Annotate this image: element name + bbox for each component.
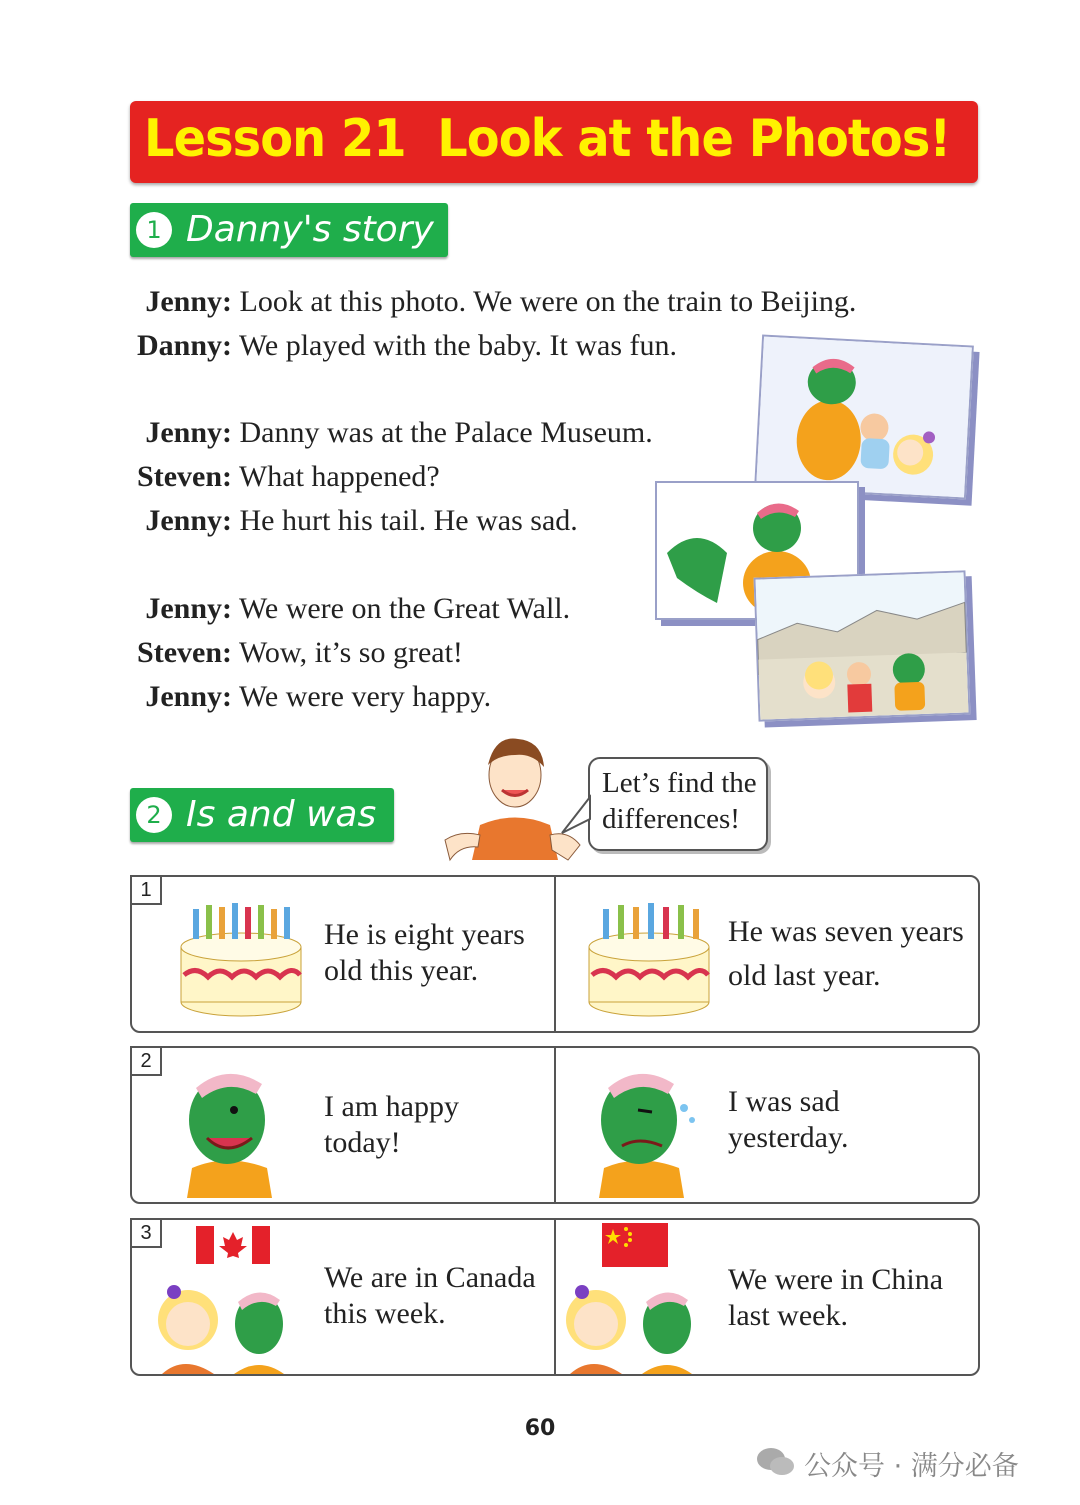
speaker: Jenny:	[145, 592, 232, 625]
right-line-1: I was sad	[728, 1085, 840, 1118]
row-divider	[554, 1048, 556, 1202]
line-text: He hurt his tail. He was sad.	[239, 504, 578, 537]
section-1-label: Danny's story	[186, 209, 434, 250]
lesson-title-bar	[130, 101, 978, 183]
right-line-1: He was seven years	[728, 915, 964, 948]
row-index: 1	[130, 875, 162, 905]
happy-dinosaur-illustration	[172, 1058, 282, 1198]
line-text: Look at this photo. We were on the train to Beijing.	[239, 285, 857, 318]
row-divider	[554, 877, 556, 1031]
section-2-number: 2	[136, 797, 172, 833]
speaker: Jenny:	[145, 504, 232, 537]
line-text: Wow, it’s so great!	[238, 636, 463, 669]
jenny-and-danny-illustration	[154, 1264, 294, 1374]
bubble-tail	[560, 795, 594, 835]
line-text: What happened?	[238, 460, 440, 493]
wechat-icon	[756, 1446, 796, 1478]
comparison-row-2	[130, 1046, 980, 1204]
right-line-2: yesterday.	[728, 1121, 849, 1154]
speech-bubble	[588, 757, 768, 851]
comparison-row-1	[130, 875, 980, 1033]
dinosaur-with-baby-illustration	[756, 337, 972, 498]
section-1-tag	[130, 203, 448, 257]
left-line-2: old this year.	[324, 954, 479, 987]
speaker: Jenny:	[145, 285, 232, 318]
line-text: We played with the baby. It was fun.	[238, 329, 677, 362]
lesson-title: Lesson 21 Look at the Photos!	[144, 109, 951, 169]
great-wall-illustration	[756, 572, 969, 719]
bubble-line-2: differences!	[602, 803, 740, 835]
section-1-number: 1	[136, 212, 172, 248]
left-line-1: We are in Canada	[324, 1261, 536, 1294]
speaker: Steven:	[137, 636, 232, 669]
sad-dinosaur-crying-illustration	[584, 1058, 704, 1198]
comparison-row-3	[130, 1218, 980, 1376]
photo-great-wall	[754, 570, 971, 721]
speaker: Danny:	[136, 329, 232, 362]
left-line-1: I am happy	[324, 1090, 459, 1123]
line-text: Danny was at the Palace Museum.	[239, 416, 653, 449]
jenny-and-danny-illustration	[562, 1264, 702, 1374]
speaker: Jenny:	[145, 416, 232, 449]
row-index: 2	[130, 1046, 162, 1076]
right-line-1: We were in China	[728, 1263, 944, 1296]
right-line-2: last week.	[728, 1299, 848, 1332]
page-number: 60	[524, 1416, 556, 1441]
canada-flag-icon	[196, 1226, 270, 1266]
left-line-2: today!	[324, 1126, 401, 1159]
bubble-line-1: Let’s find the	[602, 767, 757, 799]
line-text: We were on the Great Wall.	[238, 592, 571, 625]
left-line-1: He is eight years	[324, 918, 525, 951]
photo-train	[754, 335, 974, 500]
section-2-tag	[130, 788, 394, 842]
birthday-cake-eight-candles-illustration	[176, 887, 306, 1017]
left-line-2: this week.	[324, 1297, 446, 1330]
line-text: We were very happy.	[238, 680, 492, 713]
birthday-cake-seven-candles-illustration	[584, 887, 714, 1017]
row-index: 3	[130, 1218, 162, 1248]
china-flag-icon	[602, 1223, 668, 1267]
section-2-label: Is and was	[186, 794, 377, 835]
right-line-2: old last year.	[728, 959, 881, 992]
row-divider	[554, 1220, 556, 1374]
dialog-line	[132, 280, 912, 324]
watermark-text: 公众号 · 满分必备	[804, 1451, 1019, 1482]
speaker: Jenny:	[145, 680, 232, 713]
speaker: Steven:	[137, 460, 232, 493]
